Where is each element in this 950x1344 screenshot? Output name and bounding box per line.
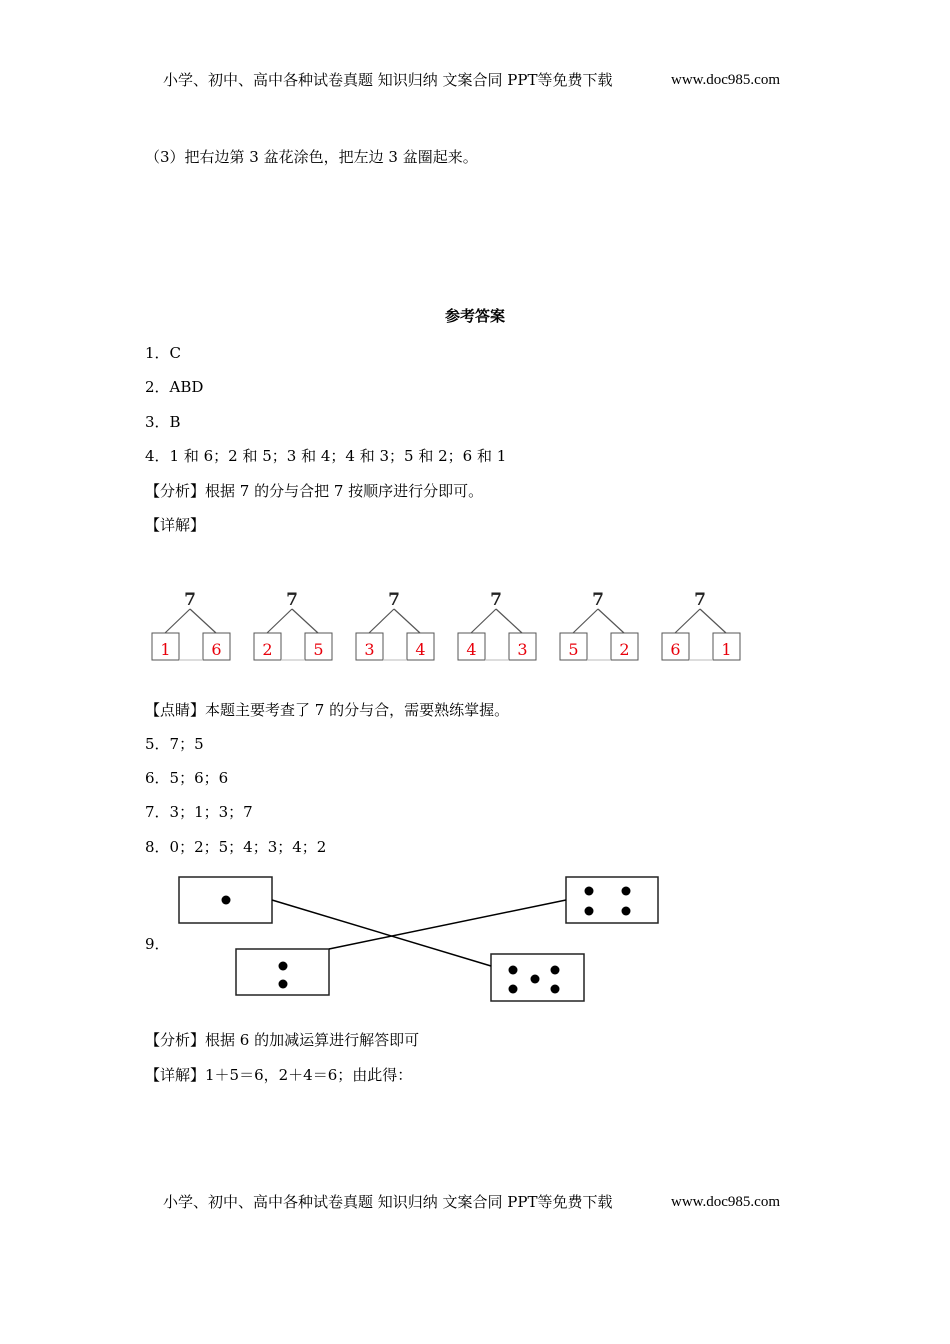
detail-9: 【详解】1＋5＝6，2＋4＝6；由此得： bbox=[145, 1066, 413, 1084]
bond-branch-right bbox=[700, 609, 726, 633]
header-text: 小学、初中、高中各种试卷真题 知识归纳 文案合同 PPT等免费下载 bbox=[163, 71, 613, 89]
dot bbox=[551, 966, 560, 975]
bond-branch-left bbox=[573, 609, 598, 633]
detail-4: 【详解】 bbox=[145, 516, 206, 534]
bond-branch-left bbox=[165, 609, 190, 633]
number-bond bbox=[254, 590, 332, 660]
dot bbox=[531, 975, 540, 984]
bond-total: 7 bbox=[388, 590, 400, 610]
dot bbox=[551, 985, 560, 994]
page-header bbox=[0, 68, 950, 92]
bond-total: 7 bbox=[592, 590, 604, 610]
answers-title: 参考答案 bbox=[444, 307, 505, 325]
bond-part-left: 3 bbox=[364, 640, 375, 659]
bond-total: 7 bbox=[286, 590, 298, 610]
bond-branch-right bbox=[598, 609, 624, 633]
key-point-4: 【点睛】本题主要考查了 7 的分与合，需要熟练掌握。 bbox=[145, 701, 510, 719]
answer-9-label: 9． bbox=[145, 935, 170, 953]
dot bbox=[585, 887, 594, 896]
analysis-4: 【分析】根据 7 的分与合把 7 按顺序进行分即可。 bbox=[145, 482, 484, 500]
number-bond bbox=[560, 590, 638, 660]
answer-6: 6．5；6；6 bbox=[145, 769, 229, 787]
dot bbox=[585, 907, 594, 916]
card-right-top bbox=[566, 877, 658, 923]
matching-figure bbox=[170, 870, 670, 1005]
dot bbox=[222, 896, 231, 905]
number-bond bbox=[356, 590, 434, 660]
footer-text: 小学、初中、高中各种试卷真题 知识归纳 文案合同 PPT等免费下载 bbox=[163, 1193, 613, 1211]
answer-8: 8．0；2；5；4；3；4；2 bbox=[145, 838, 327, 856]
answer-7: 7．3；1；3；7 bbox=[145, 803, 253, 821]
dot bbox=[509, 966, 518, 975]
bond-branch-right bbox=[292, 609, 318, 633]
bond-part-right: 6 bbox=[211, 640, 222, 659]
bond-branch-right bbox=[496, 609, 522, 633]
bond-part-left: 6 bbox=[670, 640, 681, 659]
bond-part-left: 4 bbox=[466, 640, 477, 659]
bond-part-left: 1 bbox=[160, 640, 171, 659]
bond-part-right: 5 bbox=[313, 640, 324, 659]
match-line-2 bbox=[329, 900, 566, 949]
number-bonds-figure bbox=[145, 585, 755, 670]
number-bond bbox=[458, 590, 536, 660]
bond-part-right: 1 bbox=[721, 640, 732, 659]
bond-branch-left bbox=[675, 609, 700, 633]
bond-total: 7 bbox=[490, 590, 502, 610]
answer-3: 3．B bbox=[145, 413, 181, 431]
answer-1: 1．C bbox=[145, 344, 182, 362]
bond-part-right: 2 bbox=[619, 640, 630, 659]
bond-branch-right bbox=[190, 609, 216, 633]
bond-branch-left bbox=[267, 609, 292, 633]
bond-part-left: 2 bbox=[262, 640, 273, 659]
footer-url: www.doc985.com bbox=[671, 1194, 781, 1210]
bond-part-right: 3 bbox=[517, 640, 528, 659]
answer-5: 5．7；5 bbox=[145, 735, 204, 753]
number-bond bbox=[152, 590, 230, 660]
dot bbox=[279, 980, 288, 989]
answer-4: 4．1 和 6；2 和 5；3 和 4；4 和 3；5 和 2；6 和 1 bbox=[145, 447, 507, 465]
bond-branch-left bbox=[369, 609, 394, 633]
bond-branch-left bbox=[471, 609, 496, 633]
header-url: www.doc985.com bbox=[671, 72, 781, 88]
dot bbox=[622, 887, 631, 896]
bond-branch-right bbox=[394, 609, 420, 633]
page-footer bbox=[0, 1190, 950, 1214]
answer-2: 2．ABD bbox=[145, 378, 204, 396]
analysis-9: 【分析】根据 6 的加减运算进行解答即可 bbox=[145, 1031, 420, 1049]
bond-total: 7 bbox=[184, 590, 196, 610]
question-3: （3）把右边第 3 盆花涂色，把左边 3 盆圈起来。 bbox=[145, 148, 478, 166]
dot bbox=[509, 985, 518, 994]
bond-total: 7 bbox=[694, 590, 706, 610]
bond-part-right: 4 bbox=[415, 640, 426, 659]
dot bbox=[279, 962, 288, 971]
number-bond bbox=[662, 590, 740, 660]
bond-part-left: 5 bbox=[568, 640, 579, 659]
dot bbox=[622, 907, 631, 916]
